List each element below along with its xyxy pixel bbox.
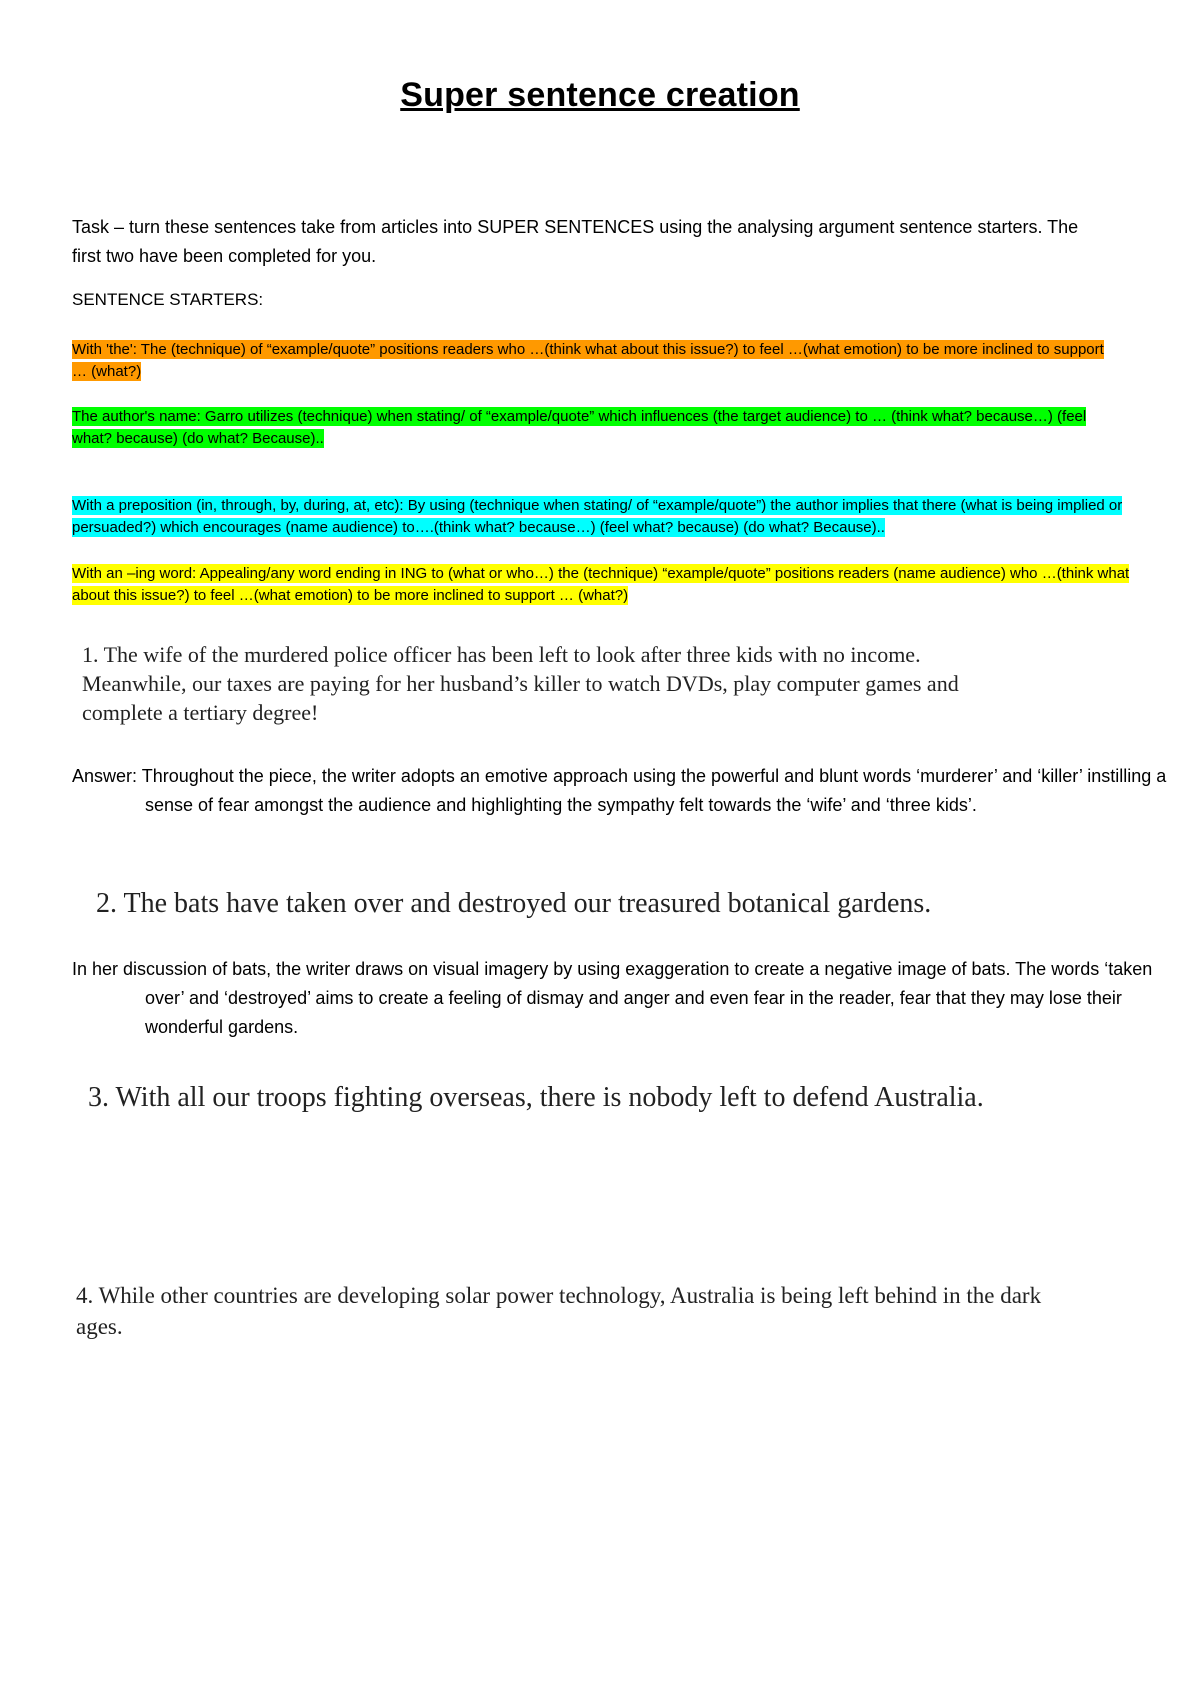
sentence-starters-label: SENTENCE STARTERS: xyxy=(72,290,264,309)
starter-the-text: With 'the': The (technique) of “example/quote” positions readers who …(think what about this issue?) to feel …(what emotion) to be more inclined to support … (what?) xyxy=(72,341,1104,380)
task-instructions: Task – turn these sentences take from articles into SUPER SENTENCES using the analysing argument sentence starters. The first two have been completed for you. xyxy=(72,217,1079,266)
starter-preposition xyxy=(72,495,1140,539)
starter-preposition-text: With a preposition (in, through, by, during, at, etc): By using (technique when stating/ of “example/quote”) the author implies that there (what is being implied or persuaded?) which encourages (name audience) to….(think what? because…) (feel what? because) (do what? Because).. xyxy=(72,497,1123,536)
starter-ing-word xyxy=(72,563,1140,607)
question-4: 4. While other countries are developing solar power technology, Australia is being left behind in the dark ages. xyxy=(76,1283,1042,1339)
question-1: 1. The wife of the murdered police officer has been left to look after three kids with no income. Meanwhile, our taxes are paying for her husband’s killer to watch DVDs, play computer games and complete a tertiary degree! xyxy=(82,642,959,725)
answer-2: In her discussion of bats, the writer draws on visual imagery by using exaggeration to create a negative image of bats. The words ‘taken over’ and ‘destroyed’ aims to create a feeling of dismay and anger and even fear in the reader, fear that they may lose their wonderful gardens. xyxy=(72,959,1153,1037)
page-title: Super sentence creation xyxy=(400,76,800,114)
starter-author-name xyxy=(72,406,1112,450)
question-2: 2. The bats have taken over and destroyed our treasured botanical gardens. xyxy=(96,888,932,919)
starter-author-name-text: The author's name: Garro utilizes (technique) when stating/ of “example/quote” which influences (the target audience) to … (think what? because…) (feel what? because) (do what? Because).. xyxy=(72,408,1087,447)
starter-ing-word-text: With an –ing word: Appealing/any word ending in ING to (what or who…) the (technique) “example/quote” positions readers (name audience) who …(think what about this issue?) to feel …(what emotion) to be more inclined to support … (what?) xyxy=(72,565,1130,604)
question-3: 3. With all our troops fighting overseas, there is nobody left to defend Australia. xyxy=(88,1082,984,1113)
starter-the xyxy=(72,339,1112,383)
answer-1: Answer: Throughout the piece, the writer adopts an emotive approach using the powerful and blunt words ‘murderer’ and ‘killer’ instilling a sense of fear amongst the audience and highlighting the sympathy felt towards the ‘wife’ and ‘three kids’. xyxy=(72,766,1167,815)
